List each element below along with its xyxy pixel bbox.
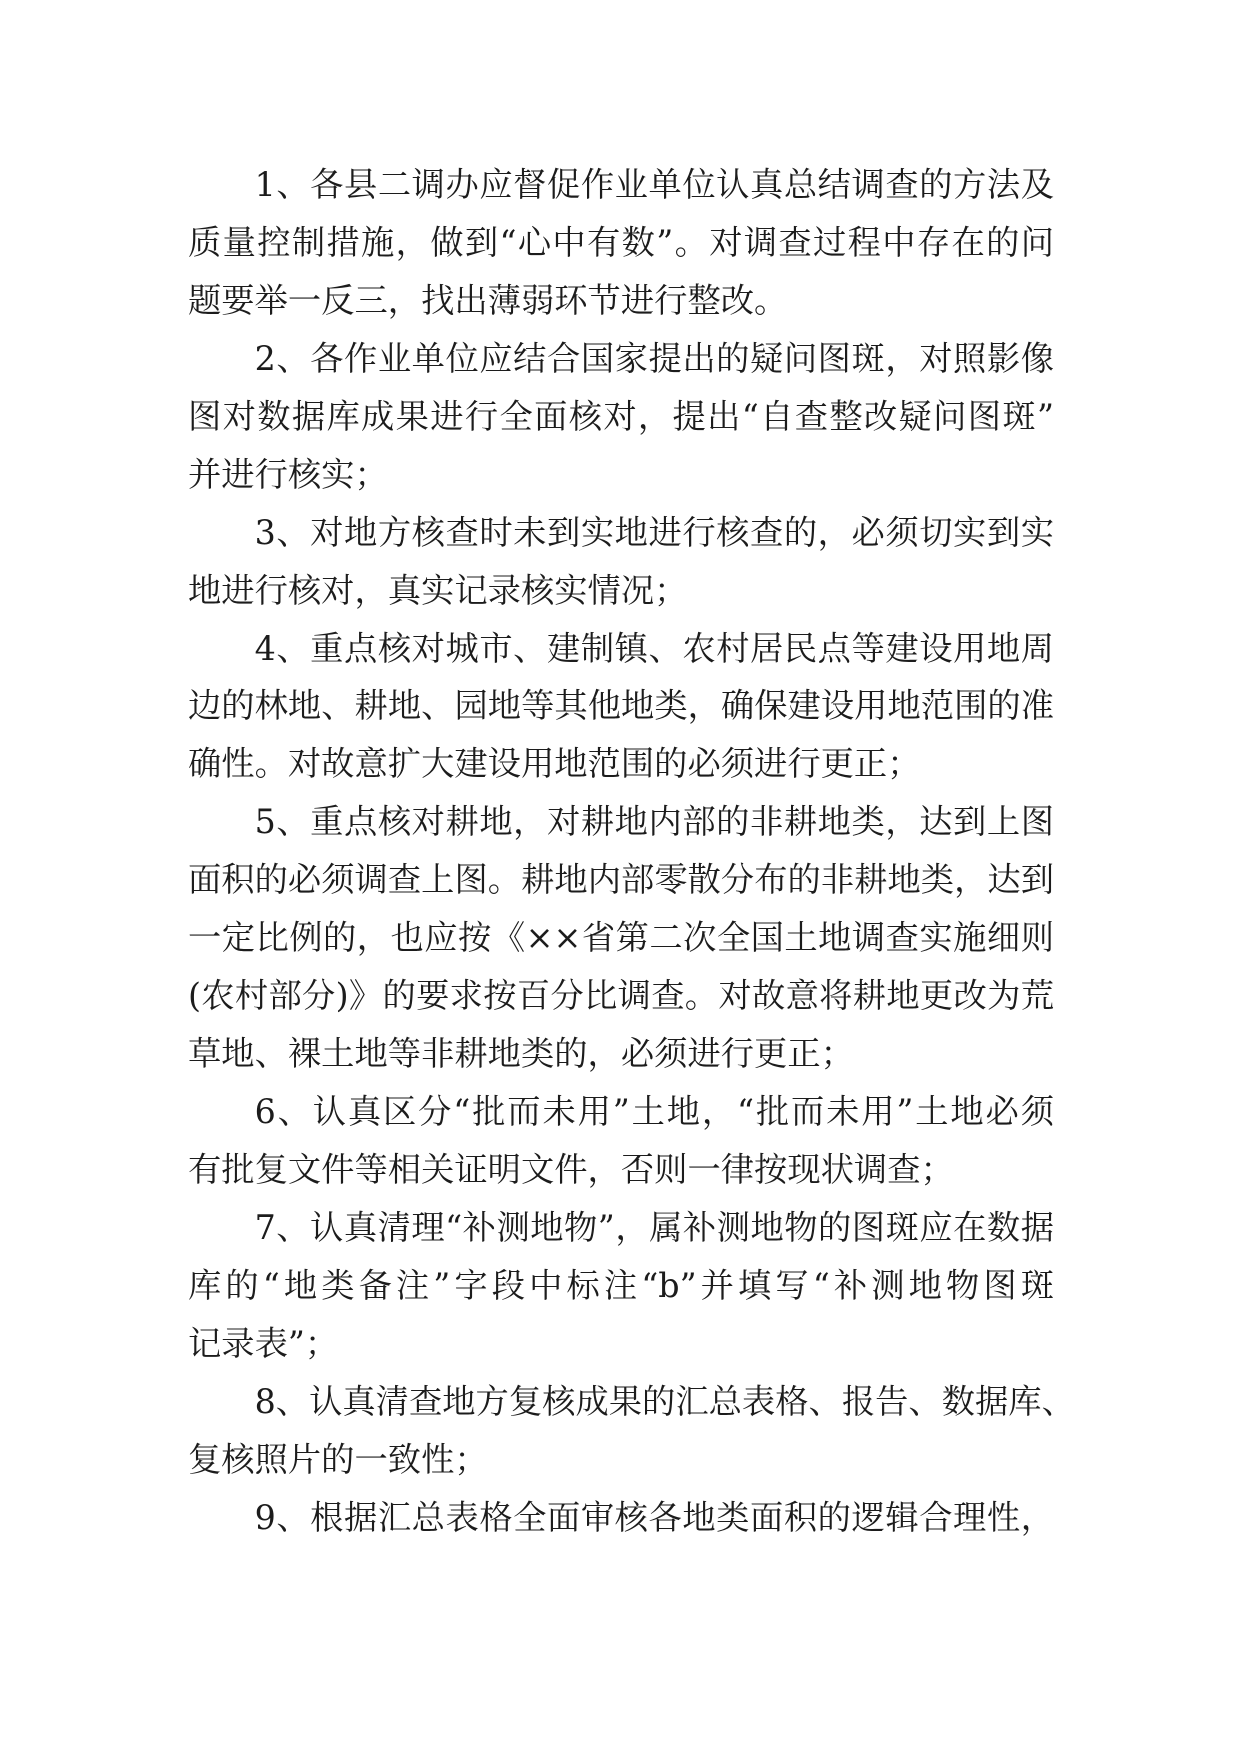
paragraph-5 bbox=[188, 793, 1054, 1083]
paragraph-7 bbox=[188, 1199, 1054, 1373]
text-line: 复核照片的一致性； bbox=[188, 1439, 488, 1479]
paragraph-3 bbox=[188, 504, 1054, 620]
text-line: 8、认真清查地方复核成果的汇总表格、报告、数据库、 bbox=[254, 1381, 1075, 1421]
text-line: 3、对地方核查时未到实地进行核查的，必须切实到实 bbox=[254, 512, 1054, 552]
text-line: 面积的必须调查上图。耕地内部零散分布的非耕地类，达到 bbox=[188, 860, 1054, 900]
paragraph-2 bbox=[188, 330, 1054, 504]
text-line: 边的林地、耕地、园地等其他地类，确保建设用地范围的准 bbox=[188, 686, 1054, 726]
text-line: 一定比例的，也应按《××省第二次全国土地调查实施细则 bbox=[188, 918, 1054, 958]
text-line: 确性。对故意扩大建设用地范围的必须进行更正； bbox=[188, 744, 921, 784]
text-line: 2、各作业单位应结合国家提出的疑问图斑，对照影像 bbox=[254, 338, 1054, 378]
text-line: 9、根据汇总表格全面审核各地类面积的逻辑合理性， bbox=[254, 1497, 1054, 1537]
text-line: 6、认真区分“批而未用”土地，“批而未用”土地必须 bbox=[254, 1092, 1054, 1131]
text-line: 有批复文件等相关证明文件，否则一律按现状调查； bbox=[188, 1149, 954, 1189]
text-line: 库的“地类备注”字段中标注“b”并填写“补测地物图斑 bbox=[188, 1265, 1054, 1305]
text-line: 图对数据库成果进行全面核对，提出“自查整改疑问图斑” bbox=[188, 396, 1054, 436]
text-line: 7、认真清理“补测地物”，属补测地物的图斑应在数据 bbox=[254, 1207, 1054, 1247]
paragraph-9 bbox=[188, 1489, 1054, 1547]
document-body bbox=[188, 156, 1075, 1547]
text-line: 质量控制措施，做到“心中有数”。对调查过程中存在的问 bbox=[188, 222, 1054, 262]
paragraph-1 bbox=[188, 156, 1054, 330]
text-line: 记录表”； bbox=[188, 1323, 339, 1363]
text-line: (农村部分)》的要求按百分比调查。对故意将耕地更改为荒 bbox=[188, 976, 1054, 1016]
text-line: 5、重点核对耕地，对耕地内部的非耕地类，达到上图 bbox=[254, 802, 1054, 842]
text-line: 地进行核对，真实记录核实情况； bbox=[188, 570, 688, 610]
paragraph-6 bbox=[188, 1083, 1054, 1199]
text-line: 题要举一反三，找出薄弱环节进行整改。 bbox=[188, 280, 788, 320]
paragraph-8 bbox=[188, 1373, 1075, 1489]
text-line: 并进行核实； bbox=[188, 454, 388, 494]
text-line: 草地、裸土地等非耕地类的，必须进行更正； bbox=[188, 1034, 854, 1074]
paragraph-4 bbox=[188, 620, 1054, 794]
text-line: 1、各县二调办应督促作业单位认真总结调查的方法及 bbox=[254, 165, 1054, 204]
text-line: 4、重点核对城市、建制镇、农村居民点等建设用地周 bbox=[254, 628, 1054, 668]
